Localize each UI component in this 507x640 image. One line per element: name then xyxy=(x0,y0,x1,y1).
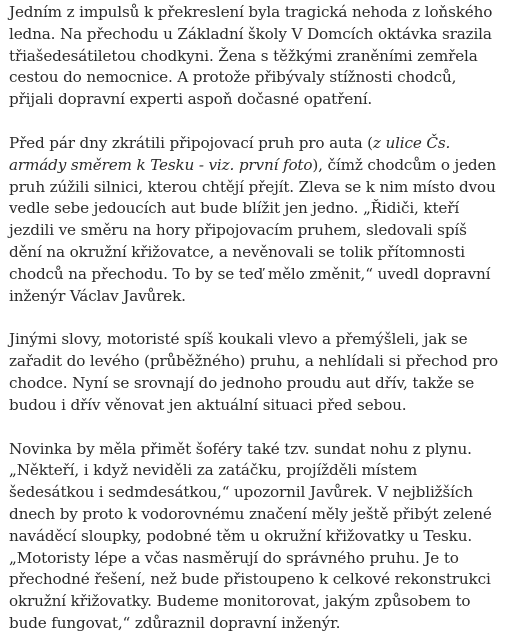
article-paragraph-3 xyxy=(9,329,499,416)
paragraph-text: Novinka by měla přimět šoféry také tzv. sundat nohu z plynu. „Někteří, i když neviděli za zatáčku, projížděli místem šedesátkou i sedmdesátkou,“ upozornil Javůrek. V nejbližších dnech by proto k vodorovnému značení měly ještě přibýt zelené naváděcí sloupky, podobné těm u okružní křižovatky u Tesku. „Motoristy lépe a včas nasměrují do správného pruhu. Je to přechodné řešení, než bude přistoupeno k celkové rekonstrukci okružní křižovatky. Budeme monitorovat, jakým způsobem to bude fungovat,“ zdůraznil dopravní inženýr. xyxy=(9,439,492,632)
article-paragraph-4 xyxy=(9,439,499,635)
photo-caption-note: z ulice Čs. armády směrem k Tesku - viz. první foto xyxy=(9,133,451,174)
article-paragraph-1 xyxy=(9,2,499,111)
paragraph-text: Jedním z impulsů k překreslení byla tragická nehoda z loňského ledna. Na přechodu u Základní školy V Domcích oktávka srazila třiašedesátiletou chodkyni. Žena s těžkými zraněními zemřela cestou do nemocnice. A protože přibývaly stížnosti chodců, přijali dopravní experti aspoň dočasné opatření. xyxy=(9,3,493,109)
paragraph-text: ), čímž chodcům o jeden pruh zúžili silnici, kterou chtějí přejít. Zleva se k nim místo dvou vedle sebe jedoucích aut bude blížit jen jedno. „Řidiči, kteří jezdili ve směru na hory připojovacím pruhem, sledovali spíš dění na okružní křižovatce, a nevěnovali se tolik přítomnosti chodců na přechodu. To by se teď mělo změnit,“ uvedl dopravní inženýr Václav Javůrek. xyxy=(9,155,496,305)
article-paragraph-2 xyxy=(9,133,499,307)
paragraph-text: Jinými slovy, motoristé spíš koukali vlevo a přemýšleli, jak se zařadit do levého (průběžného) pruhu, a nehlídali si přechod pro chodce. Nyní se srovnají do jednoho proudu aut dřív, takže se budou i dřív věnovat jen aktuální situaci před sebou. xyxy=(9,330,498,414)
paragraph-text: Před pár dny zkrátili připojovací pruh pro auta ( xyxy=(9,133,373,152)
